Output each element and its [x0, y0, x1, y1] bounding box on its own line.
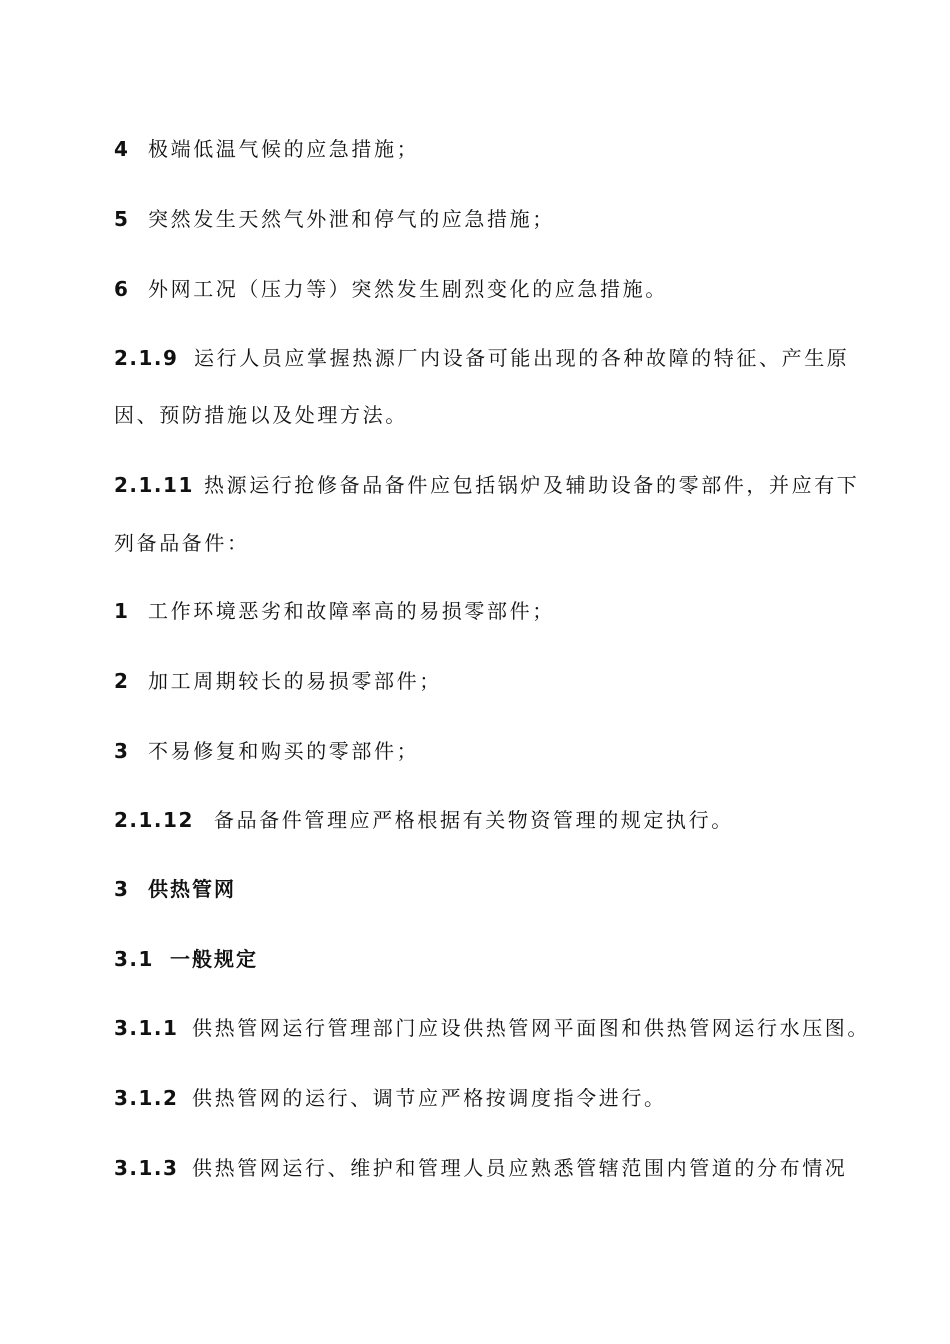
clause-number: 2.1.11	[114, 473, 194, 497]
item-text: 加工周期较长的易损零部件；	[148, 669, 442, 693]
item-number: 5	[114, 207, 130, 231]
item-number: 1	[114, 599, 130, 623]
section-title: 供热管网	[148, 877, 236, 901]
item-number: 6	[114, 277, 130, 301]
section-heading-3-1	[114, 942, 860, 976]
clause-3-1-2	[114, 1081, 860, 1115]
list-item-3	[114, 734, 860, 768]
item-number: 2	[114, 669, 130, 693]
clause-text: 热源运行抢修备品备件应包括锅炉及辅助设备的零部件，并应有下	[204, 473, 860, 497]
clause-2-1-11	[114, 468, 860, 502]
clause-number: 3.1.3	[114, 1156, 179, 1180]
section-title: 一般规定	[170, 947, 258, 971]
item-text: 不易修复和购买的零部件；	[148, 739, 420, 763]
list-item-2	[114, 664, 860, 698]
clause-number: 3.1.1	[114, 1016, 179, 1040]
clause-number: 2.1.9	[114, 346, 179, 370]
clause-2-1-9-continued	[114, 398, 860, 432]
clause-3-1-3	[114, 1151, 860, 1185]
clause-2-1-9	[114, 341, 860, 375]
clause-3-1-1	[114, 1011, 870, 1045]
section-number: 3	[114, 877, 130, 901]
list-item-6	[114, 272, 860, 306]
clause-text: 因、预防措施以及处理方法。	[114, 403, 408, 427]
list-item-4	[114, 132, 860, 166]
list-item-5	[114, 202, 860, 236]
clause-number: 2.1.12	[114, 808, 194, 832]
list-item-1	[114, 594, 860, 628]
section-number: 3.1	[114, 947, 154, 971]
item-number: 4	[114, 137, 130, 161]
item-text: 突然发生天然气外泄和停气的应急措施；	[148, 207, 555, 231]
clause-text: 运行人员应掌握热源厂内设备可能出现的各种故障的特征、产生原	[194, 346, 850, 370]
clause-text: 供热管网运行管理部门应设供热管网平面图和供热管网运行水压图。	[192, 1016, 870, 1040]
clause-text: 供热管网运行、维护和管理人员应熟悉管辖范围内管道的分布情况	[192, 1156, 848, 1180]
clause-2-1-11-continued	[114, 526, 860, 560]
item-text: 工作环境恶劣和故障率高的易损零部件；	[148, 599, 555, 623]
clause-text: 供热管网的运行、调节应严格按调度指令进行。	[192, 1086, 667, 1110]
clause-text: 列备品备件：	[114, 531, 250, 555]
section-heading-3	[114, 872, 860, 906]
clause-number: 3.1.2	[114, 1086, 179, 1110]
item-text: 极端低温气候的应急措施；	[148, 137, 420, 161]
clause-text: 备品备件管理应严格根据有关物资管理的规定执行。	[214, 808, 734, 832]
item-text: 外网工况（压力等）突然发生剧烈变化的应急措施。	[148, 277, 668, 301]
item-number: 3	[114, 739, 130, 763]
clause-2-1-12	[114, 803, 860, 837]
